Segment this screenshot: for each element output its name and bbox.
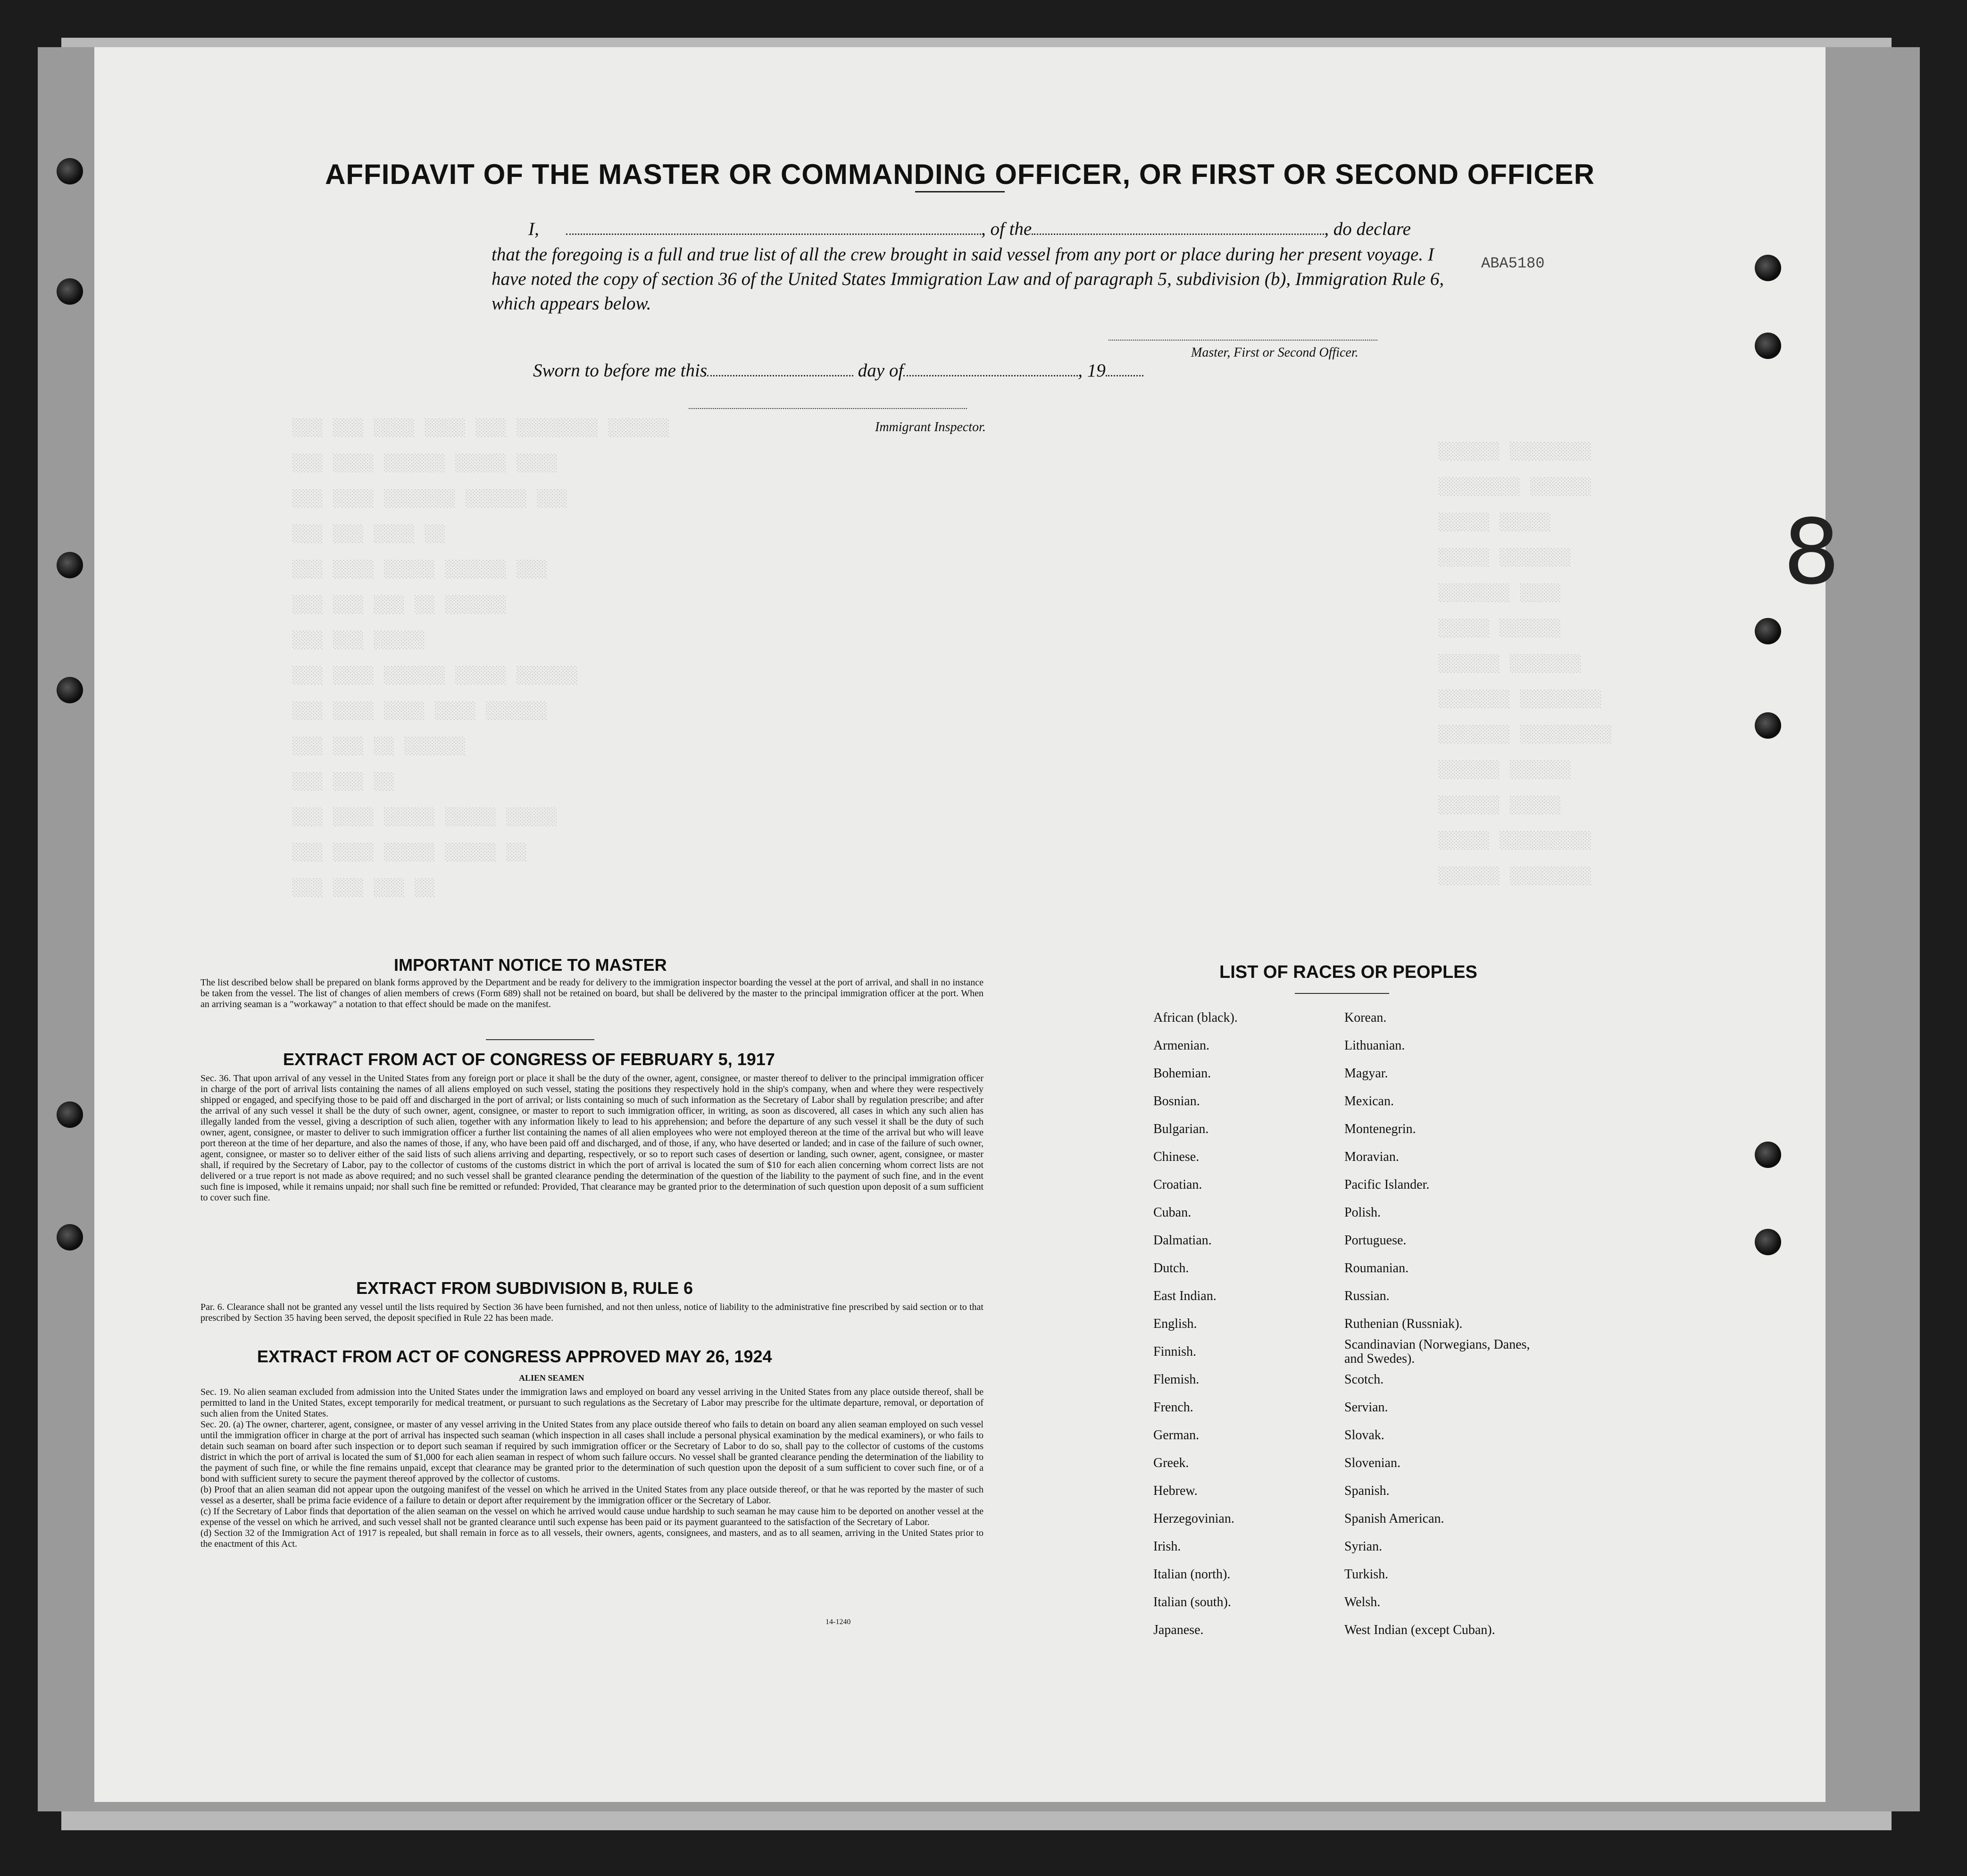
races-left-column [1153, 1004, 1342, 1644]
race-item: Japanese. [1153, 1623, 1204, 1637]
sworn-line [533, 359, 1241, 383]
extract-1917-text: Sec. 36. That upon arrival of any vessel in the United States from any foreign port or place it shall be the duty of the owner, agent, consignee, or master thereof to deliver to the principal immigration officer in charge of the port of arrival lists containing the names of all aliens employed on such vessel, stating the positions they respectively hold in the ship's company, when and where they were respectively shipped or engaged, and specifying those to be paid off and discharged in the port of arrival; or lists containing so much of such information as the Secretary of Labor shall by regulation prescribe; and after the arrival of any such vessel it shall be the duty of such owner, agent, consignee, or master to report to such immigration officer, in writing, as soon as discovered, all cases in which any such alien has illegally landed from the vessel, giving a description of such alien, together with any information likely to lead to his apprehension; and before the departure of any such vessel it shall be the duty of such owner, agent, consignee, or master to deliver to such immigration officer a further list containing the names of all alien employees who were not employed thereon at the time of the arrival but who will leave port thereon at the time of her departure, and also the names of those, if any, who have been paid off and discharged, and of those, if any, who have deserted or landed; and in case of the failure of such owner, agent, consignee, or master so to deliver either of the said lists of such aliens arriving and departing, respectively, or so to report such cases of desertion or landing, such owner, agent, consignee, or master shall, if required by the Secretary of Labor, pay to the collector of customs of the customs district in which the port of arrival is located the sum of $10 for each alien concerning whom correct lists are not delivered or a true report is not made as above required; and no such vessel shall be granted clearance pending the determination of the question of the liability to the payment of such fine, and in the event such fine is imposed, while it remains unpaid; nor shall such fine be remitted or refunded: Provided, That clearance may be granted prior to the determination of such question upon deposit of a sum sufficient to cover such fine. [200, 1073, 984, 1203]
vessel-blank [1032, 219, 1324, 235]
race-item: Russian. [1344, 1289, 1390, 1303]
race-item: French. [1153, 1400, 1193, 1415]
master-signature-label: Master, First or Second Officer. [1191, 345, 1359, 360]
sworn-b: day of [858, 360, 904, 381]
stamp-number: ABA5180 [1481, 255, 1545, 272]
race-item: Moravian. [1344, 1150, 1399, 1164]
month-blank [903, 361, 1078, 376]
sworn-a: Sworn to before me this [533, 360, 708, 381]
binder-hole-icon [1755, 1229, 1781, 1255]
race-item: English. [1153, 1317, 1197, 1331]
binder-hole-icon [1755, 712, 1781, 739]
race-item: Turkish. [1344, 1567, 1389, 1582]
race-item: Lithuanian. [1344, 1038, 1405, 1053]
race-item: Herzegovinian. [1153, 1511, 1234, 1526]
pencil-mark-8: 8 [1783, 500, 1840, 604]
race-item: West Indian (except Cuban). [1344, 1623, 1495, 1637]
inspector-signature-line [689, 408, 967, 409]
binder-hole-icon [57, 677, 83, 703]
race-item: Roumanian. [1344, 1261, 1409, 1276]
subdivision-text: Par. 6. Clearance shall not be granted any vessel until the lists required by Section 36 have been furnished, and not then unless, notice of liability to the administrative fine prescribed by said section or to that prescribed by Section 35 having been served, the deposit specified in Rule 22 has been made. [200, 1302, 984, 1323]
race-item: Scotch. [1344, 1372, 1384, 1387]
sec-20d: (d) Section 32 of the Immigration Act of 1917 is repealed, but shall remain in force as to all vessels, their owners, agents, consignees, and masters, and as to all seamen, arriving in the United States prior to the enactment of this Act. [200, 1528, 984, 1549]
race-item: Bulgarian. [1153, 1122, 1209, 1136]
binder-hole-icon [57, 278, 83, 305]
race-item: Servian. [1344, 1400, 1388, 1415]
notice-text: The list described below shall be prepared on blank forms approved by the Department and be ready for delivery to the immigration inspector boarding the vessel at the port of arrival, and shall in no instance be taken from the vessel. The list of changes of alien members of crews (Form 689) shall not be retained on board, but shall be delivered by the master to the principal immigration officer at the port. When an arriving seaman is a "workaway" a notation to that effect should be made on the manifest. [200, 977, 984, 1009]
race-item: Dalmatian. [1153, 1233, 1212, 1248]
race-item: Spanish American. [1344, 1511, 1444, 1526]
race-item: Syrian. [1344, 1539, 1383, 1554]
races-right-column [1344, 1004, 1542, 1644]
race-item: Finnish. [1153, 1344, 1197, 1359]
race-item: Bosnian. [1153, 1094, 1200, 1109]
name-blank [566, 219, 981, 235]
race-item: Scandinavian (Norwegians, Danes, and Swedes). [1344, 1337, 1530, 1366]
race-item: Magyar. [1344, 1066, 1388, 1081]
race-item: Dutch. [1153, 1261, 1189, 1276]
binder-hole-icon [1755, 618, 1781, 644]
race-item: German. [1153, 1428, 1200, 1442]
extract-1924-title: EXTRACT FROM ACT OF CONGRESS APPROVED MAY 26, 1924 [257, 1347, 772, 1366]
binder-hole-icon [1755, 333, 1781, 359]
extract-1924-text [200, 1387, 984, 1550]
race-item: Croatian. [1153, 1177, 1202, 1192]
race-item: Slovenian. [1344, 1456, 1400, 1470]
race-item: Greek. [1153, 1456, 1189, 1470]
race-item: East Indian. [1153, 1289, 1217, 1303]
race-item: Welsh. [1344, 1595, 1381, 1609]
sec-20b: (b) Proof that an alien seaman did not appear upon the outgoing manifest of the vessel on which he arrived in the United States from any place outside thereof, or that he was reported by the master of such vessel as a deserter, shall be prima facie evidence of a failure to detain or deport after requirement by the immigration officer or the Secretary of Labor. [200, 1484, 984, 1506]
race-item: Bohemian. [1153, 1066, 1211, 1081]
affidavit-line1-c: , do declare [1324, 219, 1411, 239]
race-item: Irish. [1153, 1539, 1181, 1554]
race-item: Portuguese. [1344, 1233, 1407, 1248]
race-item: Armenian. [1153, 1038, 1209, 1053]
race-item: Slovak. [1344, 1428, 1384, 1442]
alien-seamen-subtitle: ALIEN SEAMEN [519, 1373, 584, 1383]
notice-divider [486, 1039, 594, 1040]
bleed-through-texture: ░░░░░░ ░░░░░░░░ ░░░░░░░░ ░░░░░░ ░░░░░ ░░░░░ ░░░░░ ░░░░░░░ ░░░░░░░ ░░░░ ░░░░░ ░░░░░░ ░░░░░░ ░░░░░░░ ░░░░░░░ ░░░░░░░░ ░░░░░░░ ░░░░░░░░░ ░░░░░░ ░░░░░░ ░░░░░░ ░░░░░ ░░░░░ ░░░░░░░░░ ░░░░░░ ░░░░░░░░ [1439, 442, 1612, 886]
race-item: Mexican. [1344, 1094, 1394, 1109]
race-item: Korean. [1344, 1010, 1387, 1025]
binder-hole-icon [57, 1224, 83, 1251]
race-item: African (black). [1153, 1010, 1238, 1025]
title-divider [915, 191, 1005, 192]
inspector-signature-label: Immigrant Inspector. [875, 420, 986, 434]
race-item: Hebrew. [1153, 1484, 1198, 1498]
race-item: Spanish. [1344, 1484, 1390, 1498]
binder-hole-icon [1755, 255, 1781, 281]
race-item: Italian (south). [1153, 1595, 1231, 1609]
master-signature-line [1109, 340, 1377, 341]
race-item: Ruthenian (Russniak). [1344, 1317, 1463, 1331]
race-item: Polish. [1344, 1205, 1381, 1220]
notice-title: IMPORTANT NOTICE TO MASTER [394, 955, 667, 975]
sec-20c: (c) If the Secretary of Labor finds that deportation of the alien seaman on the vessel on which he arrived would cause undue hardship to such seaman he may cause him to be deported on another vessel at the expense of the vessel on which he arrived, and such vessel shall not be granted clearance until such expense has been paid or its payment guaranteed to the satisfaction of the Secretary of Labor. [200, 1506, 984, 1527]
manifest-page [94, 47, 1840, 1802]
races-divider [1295, 993, 1389, 994]
race-item: Pacific Islander. [1344, 1177, 1430, 1192]
race-item: Cuban. [1153, 1205, 1192, 1220]
affidavit-body: that the foregoing is a full and true list of all the crew brought in said vessel from any port or place during her present voyage. I have noted the copy of section 36 of the United States Immigration Law and of paragraph 5, subdivision (b), Immigration Rule 6, which appears below. [492, 244, 1444, 314]
sec-19: Sec. 19. No alien seaman excluded from admission into the United States under the immigration laws and employed on board any vessel arriving in the United States from any place outside thereof, shall be permitted to land in the United States, except temporarily for medical treatment, or pursuant to such regulations as the Secretary of Labor may prescribe for the ultimate departure, removal, or deportation of such alien from the United States. [200, 1387, 984, 1419]
subdivision-title: EXTRACT FROM SUBDIVISION B, RULE 6 [356, 1278, 693, 1298]
race-item: Chinese. [1153, 1150, 1200, 1164]
affidavit-line1 [528, 217, 1519, 242]
binder-hole-icon [1755, 1142, 1781, 1168]
form-number: 14-1240 [825, 1618, 851, 1626]
race-item: Flemish. [1153, 1372, 1200, 1387]
sworn-c: , 19 [1078, 360, 1106, 381]
sec-20a: Sec. 20. (a) The owner, charterer, agent, consignee, or master of any vessel arriving in the United States from any place outside thereof who fails to detain on board any alien seaman employed on such vessel until the immigration officer in charge at the port of arrival has inspected such seaman (which inspection in all cases shall include a personal physical examination by the medical examiners), or who fails to detain such seaman on board after such inspection or to deport such seaman if required by such immigration officer or the Secretary of Labor to do so, shall pay to the collector of customs of the customs district in which the port of arrival is located the sum of $1,000 for each alien seaman in respect of whom such failure occurs. No vessel shall be granted clearance pending the determination of the liability to the payment of such fine, or while the fine remains unpaid, except that clearance may be granted prior to the determination of such question upon the deposit of a sum sufficient to cover such fine, or of a bond with sufficient surety to secure the payment thereof approved by the collector of customs. [200, 1419, 984, 1484]
binder-hole-icon [57, 158, 83, 184]
bleed-through-texture: ░░░ ░░░ ░░░░ ░░░░ ░░░ ░░░░░░░░ ░░░░░░ ░░░ ░░░░ ░░░░░░ ░░░░░ ░░░░ ░░░ ░░░░ ░░░░░░░ ░░░░░░ ░░░ ░░░ ░░░ ░░░░ ░░ ░░░ ░░░░ ░░░░░ ░░░░░░ ░░░ ░░░ ░░░ ░░░ ░░ ░░░░░░ ░░░ ░░░ ░░░░░ ░░░ ░░░░ ░░░░░░ ░░░░░ ░░░░░░ ░░░ ░░░░ ░░░░ ░░░░ ░░░░░░ ░░░ ░░░ ░░ ░░░░░░ ░░░ ░░░ ░░ ░░░ ░░░░ ░░░░░ ░░░░░ ░░░░░ ░░░ ░░░░ ░░░░░ ░░░░░ ░░ ░░░ ░░░ ░░░ ░░ [292, 418, 670, 898]
affidavit-line1-b: , of the [981, 219, 1032, 239]
affidavit-line1-a: I, [528, 219, 539, 239]
race-item: Italian (north). [1153, 1567, 1231, 1582]
extract-1917-title: EXTRACT FROM ACT OF CONGRESS OF FEBRUARY 5, 1917 [283, 1050, 775, 1069]
binder-hole-icon [57, 1101, 83, 1128]
affidavit-title: AFFIDAVIT OF THE MASTER OR COMMANDING OFFICER, OR FIRST OR SECOND OFFICER [325, 158, 1595, 190]
binder-hole-icon [57, 552, 83, 578]
year-blank [1106, 361, 1143, 376]
races-title: LIST OF RACES OR PEOPLES [1219, 962, 1477, 982]
race-item: Montenegrin. [1344, 1122, 1416, 1136]
day-blank [707, 361, 853, 376]
